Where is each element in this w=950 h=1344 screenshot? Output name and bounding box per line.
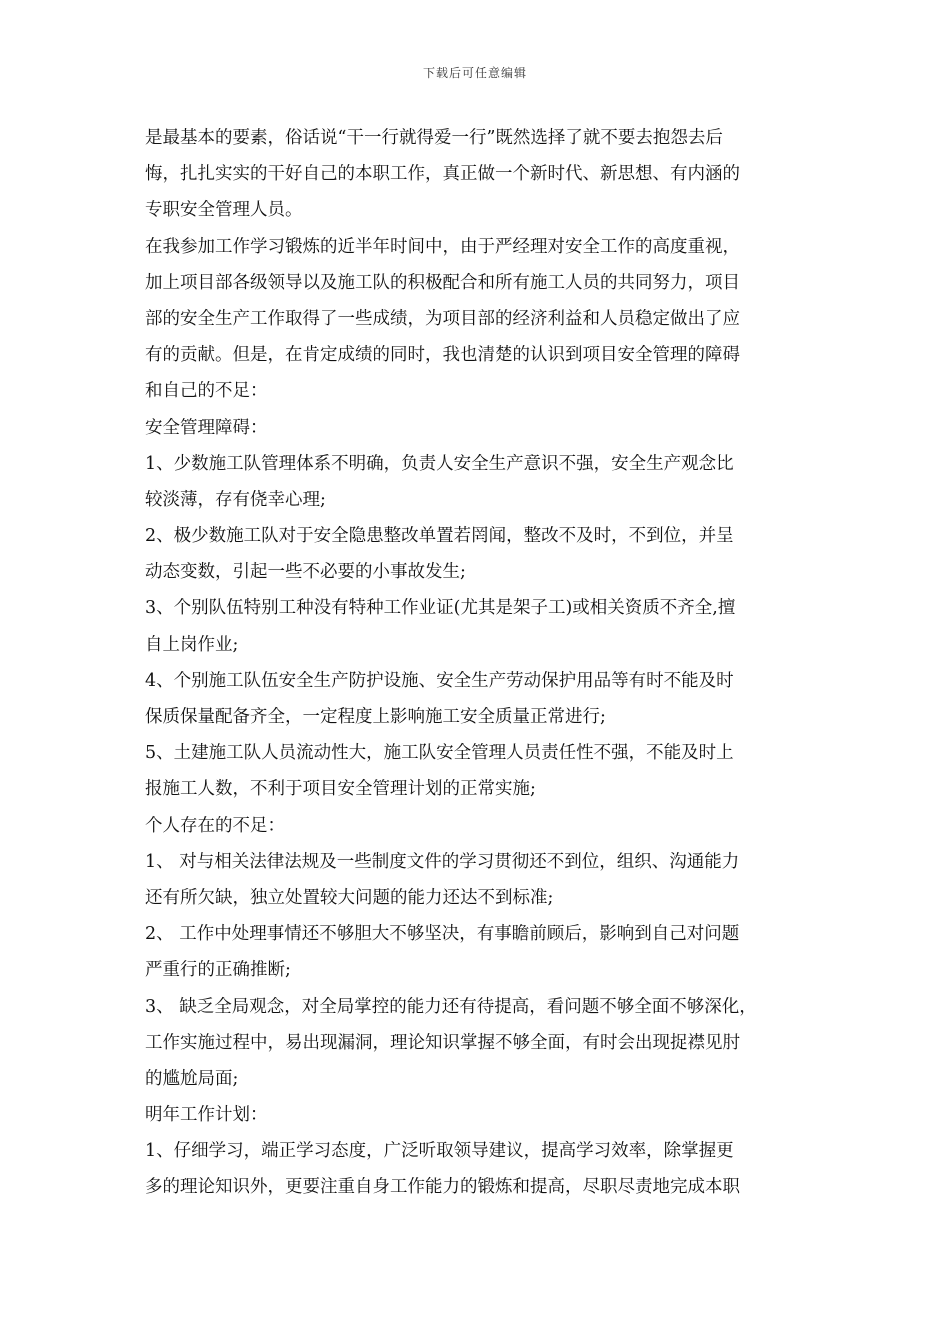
text-line: 1、少数施工队管理体系不明确，负责人安全生产意识不强，安全生产观念比: [145, 453, 734, 474]
text-line: 动态变数，引起一些不必要的小事故发生;: [145, 562, 466, 583]
text-line: 悔，扎扎实实的干好自己的本职工作，真正做一个新时代、新思想、有内涵的: [145, 164, 740, 185]
text-line: 严重行的正确推断;: [145, 960, 291, 981]
text-line: 在我参加工作学习锻炼的近半年时间中，由于严经理对安全工作的高度重视，: [145, 236, 740, 257]
text-line: 4、个别施工队伍安全生产防护设施、安全生产劳动保护用品等有时不能及时: [145, 670, 734, 691]
text-line: 专职安全管理人员。: [145, 200, 303, 221]
section-heading: 个人存在的不足：: [145, 815, 285, 836]
text-line: 和自己的不足：: [145, 381, 268, 402]
text-line: 5、土建施工队人员流动性大，施工队安全管理人员责任性不强，不能及时上: [145, 743, 734, 764]
document-body: [145, 120, 815, 1206]
text-line: 保质保量配备齐全，一定程度上影响施工安全质量正常进行;: [145, 707, 606, 727]
text-line: 还有所欠缺，独立处置较大问题的能力还达不到标准;: [145, 887, 554, 908]
text-line: 报施工人数，不利于项目安全管理计划的正常实施;: [145, 779, 536, 800]
text-line: 工作实施过程中，易出现漏洞，理论知识掌握不够全面，有时会出现捉襟见肘: [145, 1032, 740, 1053]
text-line: 1、仔细学习，端正学习态度，广泛听取领导建议，提高学习效率，除掌握更: [145, 1141, 734, 1162]
text-line: 是最基本的要素，俗话说“干一行就得爱一行”既然选择了就不要去抱怨去后: [145, 128, 723, 148]
text-line: 3、 缺乏全局观念，对全局掌控的能力还有待提高，看问题不够全面不够深化，: [145, 996, 757, 1017]
section-heading: 安全管理障碍：: [145, 417, 268, 438]
text-line: 较淡薄，存有侥幸心理;: [145, 489, 326, 510]
text-line: 有的贡献。但是，在肯定成绩的同时，我也清楚的认识到项目安全管理的障碍: [145, 345, 740, 366]
text-line: 部的安全生产工作取得了一些成绩，为项目部的经济利益和人员稳定做出了应: [145, 308, 740, 329]
text-line: 2、 工作中处理事情还不够胆大不够坚决，有事瞻前顾后，影响到自己对问题: [145, 924, 740, 945]
text-line: 加上项目部各级领导以及施工队的积极配合和所有施工人员的共同努力，项目: [145, 272, 740, 293]
text-line: 1、 对与相关法律法规及一些制度文件的学习贯彻还不到位，组织、沟通能力: [145, 851, 740, 872]
text-line: 2、极少数施工队对于安全隐患整改单置若罔闻，整改不及时，不到位，并呈: [145, 526, 734, 547]
text-line: 3、个别队伍特别工种没有特种工作业证(尤其是架子工)或相关资质不齐全,擅: [145, 598, 736, 619]
text-line: 自上岗作业;: [145, 634, 239, 655]
section-heading: 明年工作计划：: [145, 1105, 268, 1126]
text-line: 多的理论知识外，更要注重自身工作能力的锻炼和提高，尽职尽责地完成本职: [145, 1177, 740, 1198]
page-header: 下载后可任意编辑: [422, 66, 527, 80]
text-line: 的尴尬局面;: [145, 1068, 239, 1089]
